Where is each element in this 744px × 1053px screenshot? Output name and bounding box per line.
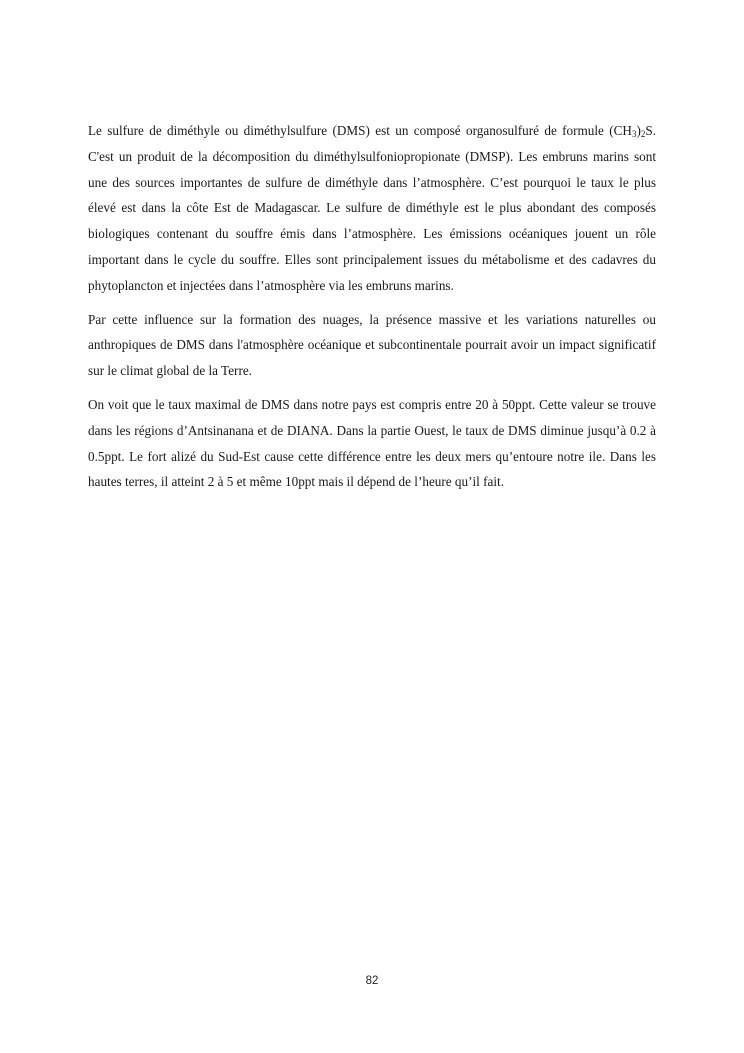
- subscript: 2: [640, 129, 646, 139]
- paragraph-climate-impact: Par cette influence sur la formation des nuages, la présence massive et les variations naturelles ou anthropiques de DMS dans l'atmosphère océanique et subcontinentale pourrait avoir un impact significatif sur le climat global de la Terre.: [88, 311, 656, 379]
- paragraph-text: ): [636, 123, 641, 138]
- paragraph-dms-levels: On voit que le taux maximal de DMS dans notre pays est compris entre 20 à 50ppt. Cette valeur se trouve dans les régions d’Antsinanana et de DIANA. Dans la partie Ouest, le taux de DMS diminue jusqu’à 0.2 à 0.5ppt. Le fort alizé du Sud-Est cause cette différence entre les deux mers qu’entoure notre ile. Dans les hautes terres, il atteint 2 à 5 et même 10ppt mais il dépend de l’heure qu’il fait.: [88, 396, 656, 490]
- paragraph-dms-definition: [88, 118, 656, 299]
- subscript: 3: [631, 129, 637, 139]
- paragraph-text: S. C'est un produit de la décomposition du diméthylsulfoniopropionate (DMSP). Les embruns marins sont une des sources importantes de sulfure de diméthyle dans l’atmosphère. C’est pourquoi le taux le plus élevé est dans la côte Est de Madagascar. Le sulfure de diméthyle est le plus abondant des composés biologiques contenant du souffre émis dans l’atmosphère. Les émissions océaniques jouent un rôle important dans le cycle du souffre. Elles sont principalement issues du métabolisme et des cadavres du phytoplancton et injectées dans l’atmosphère via les embruns marins.: [88, 123, 656, 293]
- body-text: [88, 118, 656, 503]
- page-number: 82: [365, 975, 379, 987]
- paragraph-text: Le sulfure de diméthyle ou diméthylsulfure (DMS) est un composé organosulfuré de formule (CH: [88, 123, 632, 138]
